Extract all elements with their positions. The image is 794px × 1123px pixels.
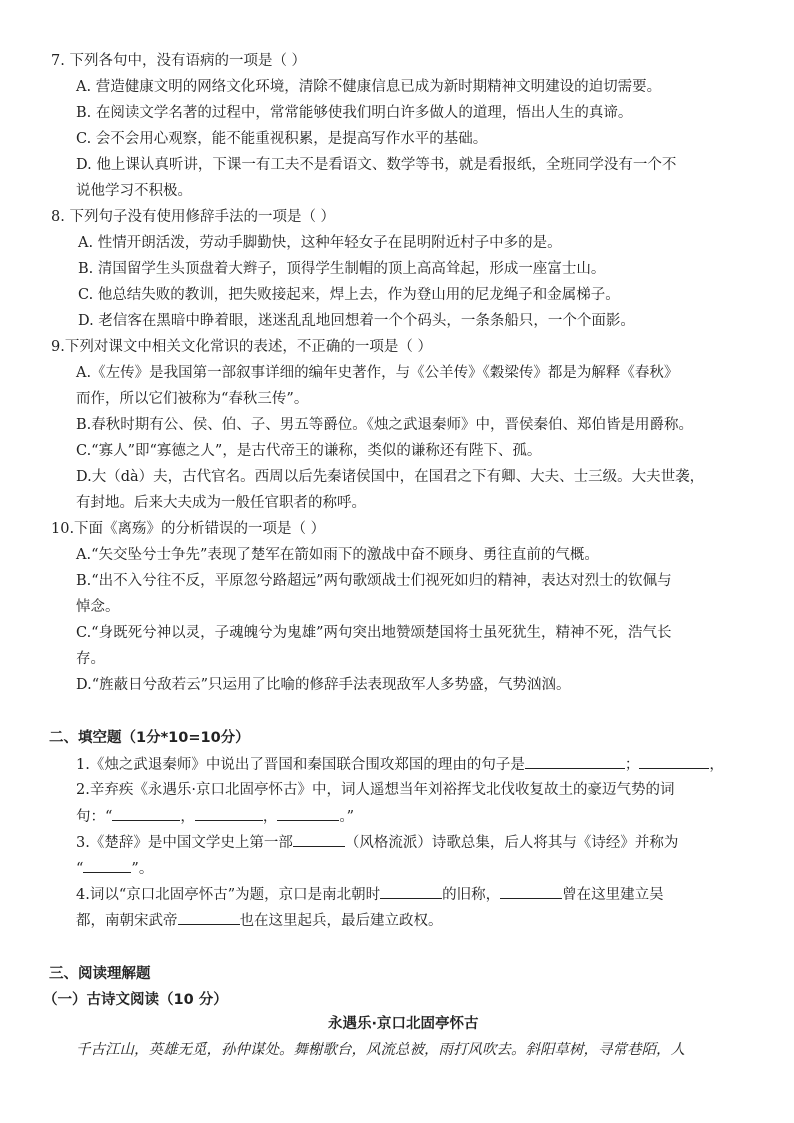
q9-option-d-cont: 有封地。后来大夫成为一般任官职者的称呼。 [76,495,366,511]
answer-blank[interactable] [195,806,263,821]
q9-option-c: C.“寡人”即“寡德之人”，是古代帝王的谦称，类似的谦称还有陛下、孤。 [76,443,542,459]
q10-option-c: C.“身既死兮神以灵，子魂魄兮为鬼雄”两句突出地赞颂楚国将士虽死犹生，精神不死，浩气长 [76,625,672,641]
q9-option-a-cont: 而作，所以它们被称为“春秋三传”。 [76,391,309,407]
q10-option-b: B.“出不入兮往不反，平原忽兮路超远”两句歌颂战士们视死如归的精神，表达对烈士的钦佩与 [76,573,672,589]
q10-option-a: A.“矢交坠兮士争先”表现了楚军在箭如雨下的激战中奋不顾身、勇往直前的气概。 [76,547,599,563]
poem-text: 千古江山，英雄无觅，孙仲谋处。舞榭歌台，风流总被，雨打风吹去。斜阳草树，寻常巷陌，人 [76,1042,685,1058]
fill-question-2-blanks: 句：“ ， ， 。” [76,806,354,827]
q8-option-c: C. 他总结失败的教训，把失败接起来，焊上去，作为登山用的尼龙绳子和金属梯子。 [78,287,620,303]
fill-question-1: 1.《烛之武退秦师》中说出了晋国和秦国联合围攻郑国的理由的句子是 ； ， [76,754,724,775]
section3-title: 三、阅读理解题 [49,966,151,982]
q9-stem: 9.下列对课文中相关文化常识的表述，不正确的一项是（ ） [51,339,432,355]
answer-blank[interactable] [83,858,131,873]
q9-option-d: D.大（dà）夫，古代官名。西周以后先秦诸侯国中，在国君之下有卿、大夫、士三级。大夫世袭， [76,469,705,485]
q9-option-b: B.春秋时期有公、侯、伯、子、男五等爵位。《烛之武退秦师》中，晋侯秦伯、郑伯皆是用爵称。 [76,417,694,433]
q8-stem: 8. 下列句子没有使用修辞手法的一项是（ ） [51,209,336,225]
answer-blank[interactable] [500,884,562,899]
answer-blank[interactable] [178,910,240,925]
q8-option-a: A. 性情开朗活泼，劳动手脚勤快，这种年轻女子在昆明附近村子中多的是。 [78,235,562,251]
q7-option-d: D. 他上课认真听讲，下课一有工夫不是看语文、数学等书，就是看报纸，全班同学没有一个不 [76,157,677,173]
fill-question-2: 2.辛弃疾《永遇乐·京口北固亭怀古》中，词人遥想当年刘裕挥戈北伐收复故土的豪迈气势的词 [76,782,675,798]
answer-blank[interactable] [112,806,180,821]
q9-option-a: A.《左传》是我国第一部叙事详细的编年史著作，与《公羊传》《穀梁传》都是为解释《春秋》 [76,365,679,381]
q7-option-a: A. 营造健康文明的网络文化环境，清除不健康信息已成为新时期精神文明建设的迫切需要。 [76,79,662,95]
q8-option-d: D. 老信客在黑暗中睁着眼，迷迷乱乱地回想着一个个码头，一条条船只，一个个面影。 [78,313,635,329]
answer-blank[interactable] [293,832,345,847]
answer-blank[interactable] [525,754,625,769]
fill-question-3: 3.《楚辞》是中国文学史上第一部 （风格流派）诗歌总集，后人将其与《诗经》并称为 [76,832,678,853]
fill-question-4: 4.词以“京口北固亭怀古”为题，京口是南北朝时 的旧称， 曾在这里建立吴 [76,884,664,905]
q7-stem: 7. 下列各句中，没有语病的一项是（ ） [51,53,307,69]
q10-option-c-cont: 存。 [76,651,105,667]
q10-option-d: D.“旌蔽日兮敌若云”只运用了比喻的修辞手法表现敌军人多势盛，气势汹汹。 [76,677,571,693]
q10-stem: 10.下面《离殇》的分析错误的一项是（ ） [51,521,326,537]
answer-blank[interactable] [639,754,709,769]
answer-blank[interactable] [380,884,442,899]
q7-option-d-cont: 说他学习不积极。 [76,183,192,199]
q7-option-b: B. 在阅读文学名著的过程中，常常能够使我们明白许多做人的道理，悟出人生的真谛。 [76,105,633,121]
fill-question-3-cont: “ ”。 [76,858,153,879]
q10-option-b-cont: 悼念。 [76,599,120,615]
section2-title: 二、填空题（1分*10=10分） [49,730,250,746]
q7-option-c: C. 会不会用心观察，能不能重视积累，是提高写作水平的基础。 [76,131,488,147]
section3-subtitle: （一）古诗文阅读（10 分） [43,992,228,1008]
poem-title: 永遇乐·京口北固亭怀古 [328,1016,479,1032]
fill-question-4-cont: 都，南朝宋武帝 也在这里起兵，最后建立政权。 [76,910,443,931]
q8-option-b: B. 清国留学生头顶盘着大辫子，顶得学生制帽的顶上高高耸起，形成一座富士山。 [78,261,606,277]
answer-blank[interactable] [277,806,339,821]
